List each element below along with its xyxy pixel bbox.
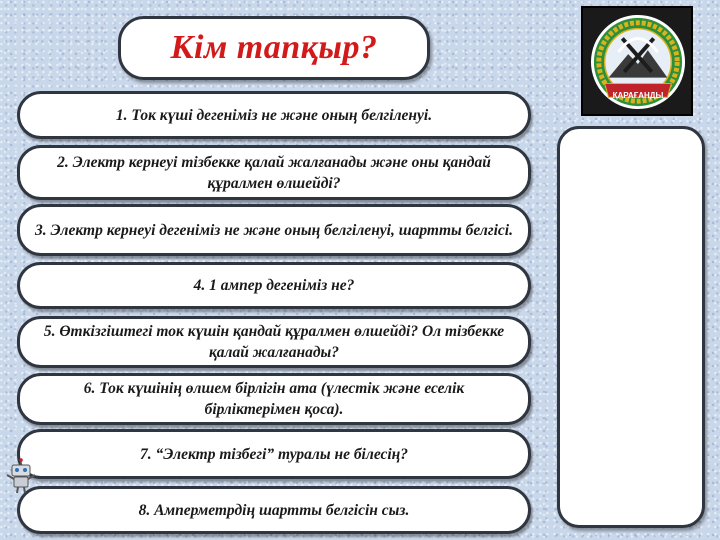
question-5-text: 5. Өткізгіштегі ток күшін қандай құралмен өлшейді? Ол тізбекке қалай жалғанады? bbox=[43, 323, 505, 361]
question-5-button[interactable] bbox=[17, 316, 531, 368]
question-4-button[interactable] bbox=[17, 262, 531, 309]
question-8-text: 8. Амперметрдің шартты белгісін сыз. bbox=[138, 501, 410, 519]
question-1-button[interactable] bbox=[17, 91, 531, 139]
question-3-text: 3. Электр кернеуі дегеніміз не және оның белгіленуі, шартты белгісі. bbox=[35, 221, 513, 239]
robot-mascot-icon bbox=[4, 458, 38, 499]
question-6-button[interactable] bbox=[17, 373, 531, 425]
title-box bbox=[118, 16, 430, 80]
emblem-label-text: ҚАРАҒАНДЫ bbox=[612, 91, 664, 100]
question-8-button[interactable] bbox=[17, 486, 531, 534]
page-title: Кім тапқыр? bbox=[170, 29, 378, 66]
question-7-button[interactable] bbox=[17, 429, 531, 479]
question-6-text: 6. Ток күшінің өлшем бірлігін ата (үлестік және еселік бірліктерімен қоса). bbox=[83, 380, 465, 418]
question-3-button[interactable] bbox=[17, 204, 531, 256]
question-2-text: 2. Электр кернеуі тізбекке қалай жалғанады және оны қандай құралмен өлшейді? bbox=[57, 153, 491, 192]
question-1-text: 1. Ток күші дегеніміз не және оның белгіленуі. bbox=[115, 106, 433, 124]
emblem-frame bbox=[581, 6, 693, 116]
answer-panel bbox=[557, 126, 705, 528]
question-7-text: 7. “Электр тізбегі” туралы не білесің? bbox=[139, 445, 409, 463]
emblem-label bbox=[589, 87, 687, 107]
question-4-text: 4. 1 ампер дегеніміз не? bbox=[193, 277, 355, 294]
question-2-button[interactable] bbox=[17, 145, 531, 200]
